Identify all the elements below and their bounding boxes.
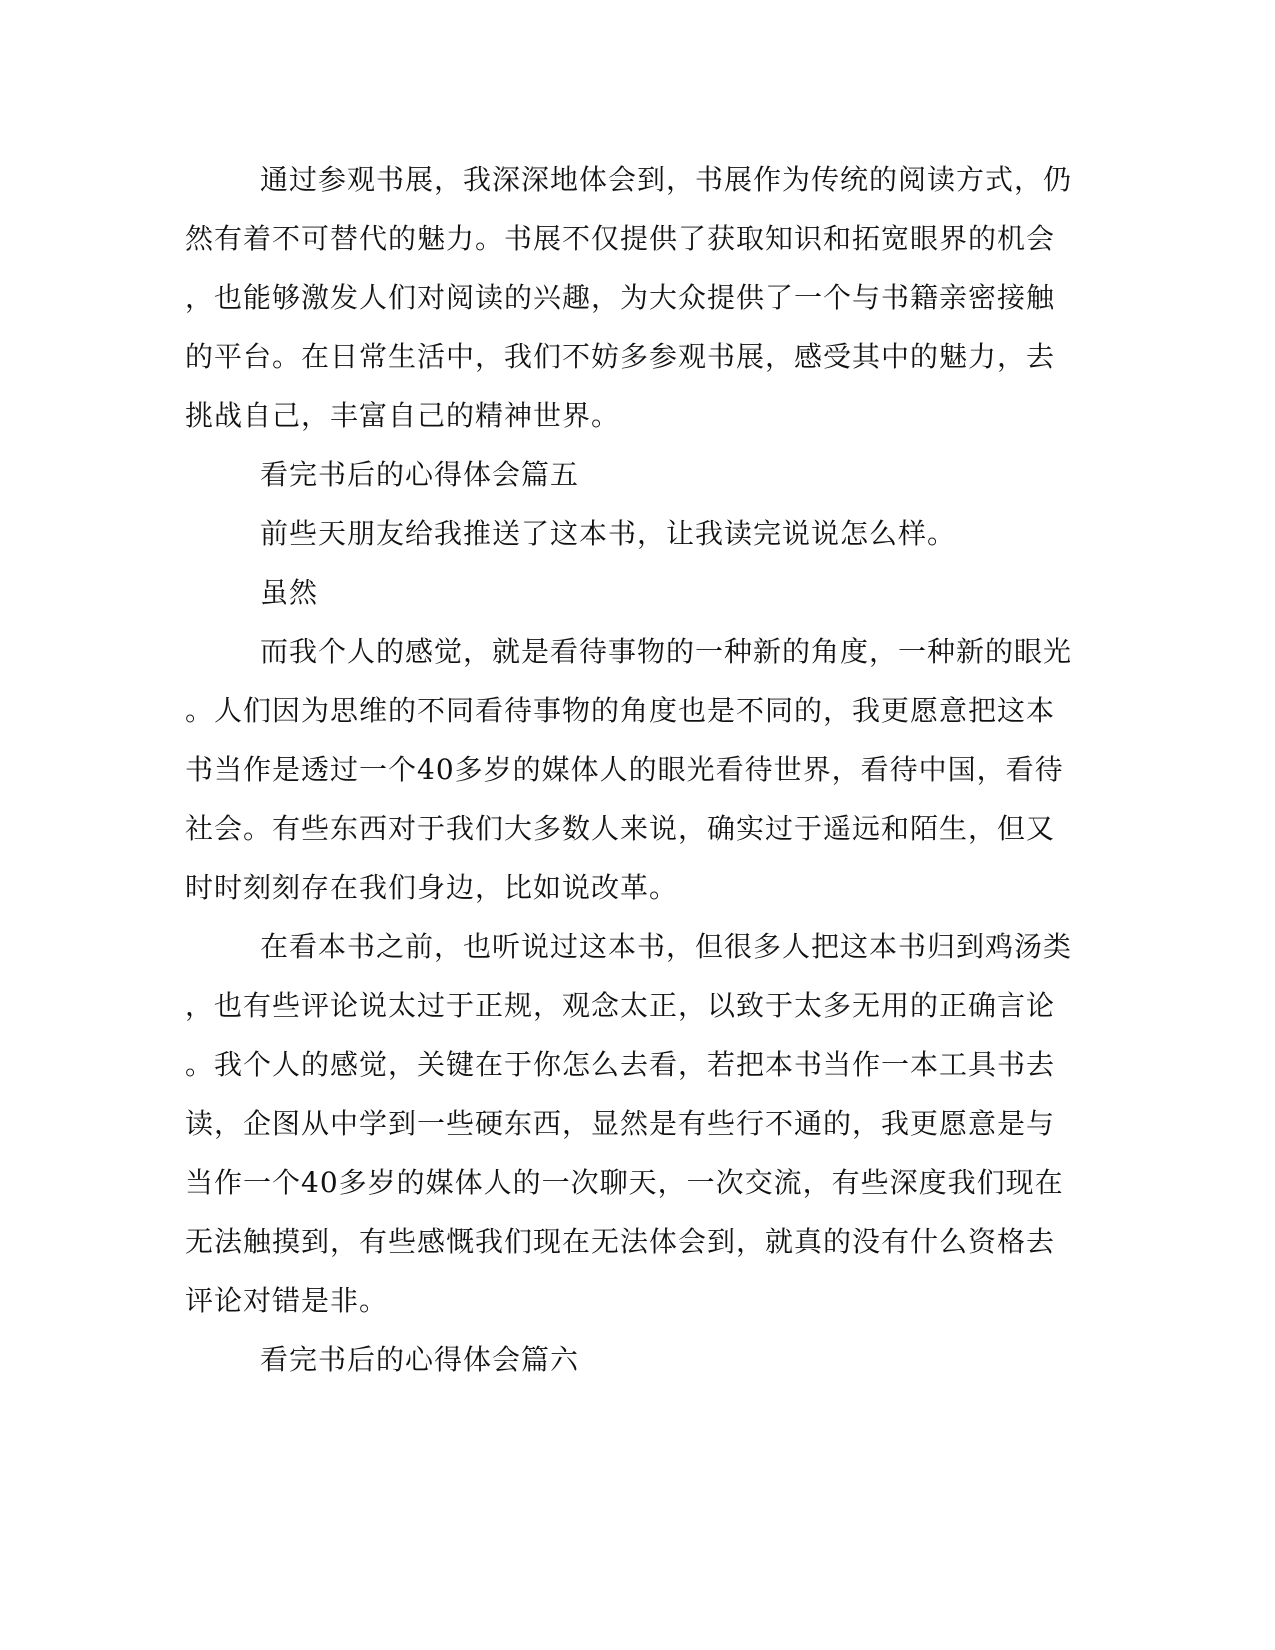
paragraph-line: 评论对错是非。: [185, 1284, 389, 1317]
paragraph-line: 无法触摸到，有些感慨我们现在无法体会到，就真的没有什么资格去: [185, 1225, 1056, 1258]
paragraph-line: 书当作是透过一个40多岁的媒体人的眼光看待世界，看待中国，看待: [185, 753, 1064, 786]
paragraph-line: 而我个人的感觉，就是看待事物的一种新的角度，一种新的眼光: [260, 635, 1073, 668]
section-heading: 看完书后的心得体会篇六: [260, 1343, 580, 1376]
paragraph-line: ，也有些评论说太过于正规，观念太正，以致于太多无用的正确言论: [185, 989, 1056, 1022]
paragraph-line: 通过参观书展，我深深地体会到，书展作为传统的阅读方式，仍: [260, 163, 1073, 196]
paragraph-line: 当作一个40多岁的媒体人的一次聊天，一次交流，有些深度我们现在: [185, 1166, 1064, 1199]
paragraph-line: ，也能够激发人们对阅读的兴趣，为大众提供了一个与书籍亲密接触: [185, 281, 1056, 314]
paragraph-line: 社会。有些东西对于我们大多数人来说，确实过于遥远和陌生，但又: [185, 812, 1056, 845]
paragraph-line: 在看本书之前，也听说过这本书，但很多人把这本书归到鸡汤类: [260, 930, 1073, 963]
paragraph-line: 。人们因为思维的不同看待事物的角度也是不同的，我更愿意把这本: [185, 694, 1056, 727]
paragraph-line: 时时刻刻存在我们身边，比如说改革。: [185, 871, 679, 904]
paragraph-line: 挑战自己，丰富自己的精神世界。: [185, 399, 621, 432]
paragraph-line: 读，企图从中学到一些硬东西，显然是有些行不通的，我更愿意是与: [185, 1107, 1056, 1140]
paragraph-line: 虽然: [260, 576, 319, 609]
paragraph-line: 的平台。在日常生活中，我们不妨多参观书展，感受其中的魅力，去: [185, 340, 1056, 373]
section-heading: 看完书后的心得体会篇五: [260, 458, 580, 491]
paragraph-line: 前些天朋友给我推送了这本书，让我读完说说怎么样。: [260, 517, 957, 550]
paragraph-line: 。我个人的感觉，关键在于你怎么去看，若把本书当作一本工具书去: [185, 1048, 1056, 1081]
paragraph-line: 然有着不可替代的魅力。书展不仅提供了获取知识和拓宽眼界的机会: [185, 222, 1056, 255]
